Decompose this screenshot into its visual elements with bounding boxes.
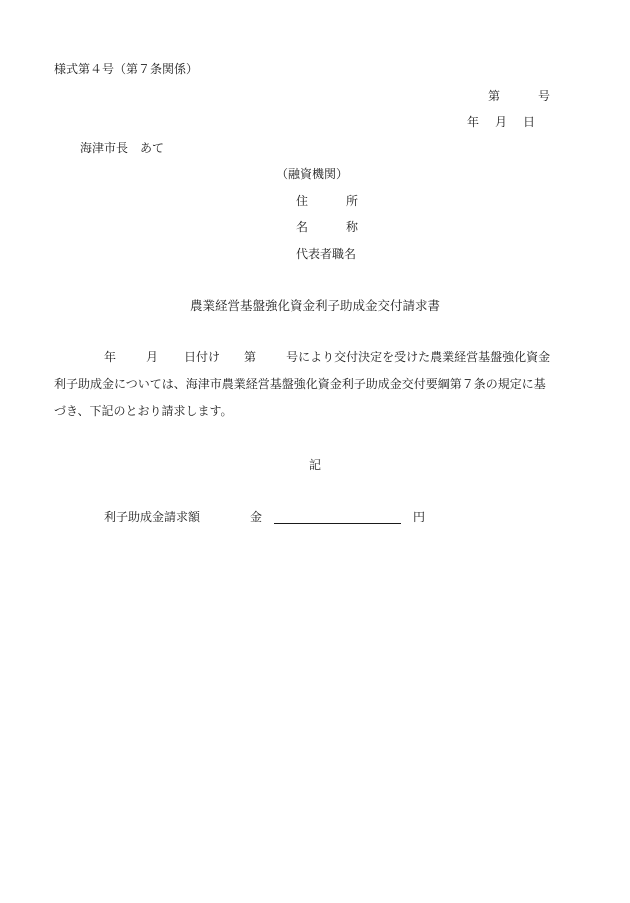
addressee: 海津市長 あて	[80, 141, 165, 155]
body-line-3: づき、下記のとおり請求します。	[54, 404, 233, 418]
body-month: 月	[146, 350, 159, 364]
date-month: 月	[495, 115, 508, 129]
number-prefix: 第	[488, 89, 501, 103]
body-paragraph	[54, 351, 579, 432]
name-char-1: 名	[296, 220, 309, 234]
ki-heading: 記	[308, 458, 321, 472]
body-year: 年	[104, 350, 117, 364]
form-number-label: 様式第４号（第７条関係）	[54, 62, 199, 76]
claim-amount-blank	[274, 511, 401, 524]
document-title: 農業経営基盤強化資金利子助成金交付請求書	[189, 298, 440, 313]
date-year: 年	[467, 115, 480, 129]
address-char-1: 住	[296, 194, 309, 208]
body-dated: 日付け	[184, 350, 221, 364]
number-suffix: 号	[538, 89, 551, 103]
date-line	[467, 116, 535, 128]
claim-label: 利子助成金請求額	[104, 510, 201, 524]
applicant-name-label	[296, 221, 358, 233]
applicant-address-label	[296, 195, 358, 207]
document-number-line	[488, 90, 550, 102]
claim-yen: 円	[413, 510, 426, 524]
applicant-representative-label: 代表者職名	[296, 247, 357, 261]
body-line-1-tail: 号により交付決定を受けた農業経営基盤強化資金	[286, 350, 551, 364]
applicant-heading: （融資機関）	[276, 167, 349, 181]
claim-amount-row	[104, 511, 425, 524]
name-char-2: 称	[346, 220, 359, 234]
address-char-2: 所	[346, 194, 359, 208]
body-line-2: 利子助成金については、海津市農業経営基盤強化資金利子助成金交付要綱第７条の規定に基	[54, 377, 546, 391]
body-number-prefix: 第	[244, 350, 257, 364]
body-line-1	[54, 351, 579, 378]
date-day: 日	[523, 115, 536, 129]
claim-kin: 金	[250, 510, 263, 524]
